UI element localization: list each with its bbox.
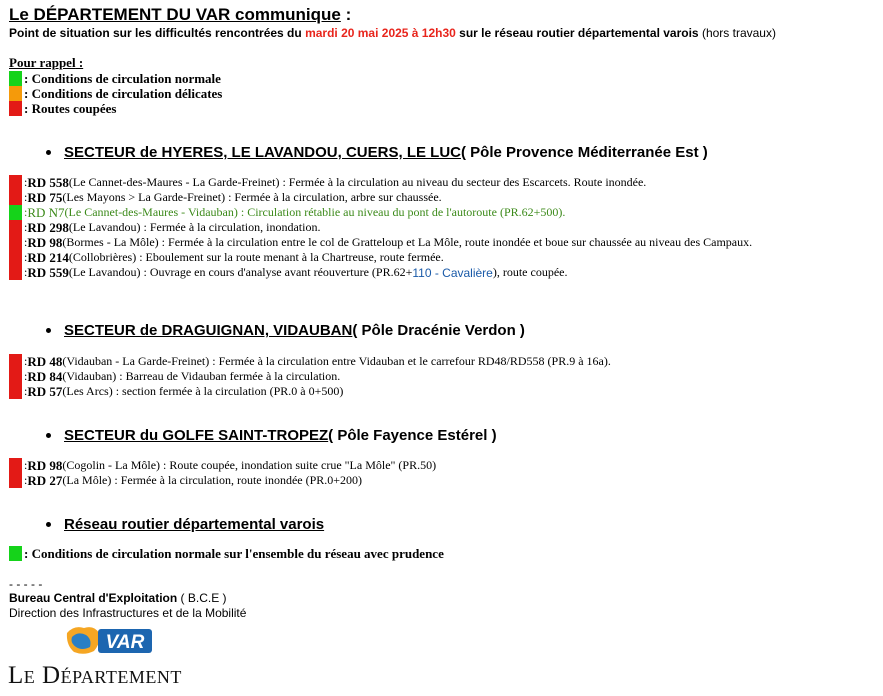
bullet-icon [46, 522, 51, 527]
road-id: RD 98 [27, 457, 63, 473]
road-row [9, 546, 444, 561]
road-prefix: : [24, 220, 28, 234]
road-row [9, 220, 320, 235]
road-id: RD 27 [27, 472, 63, 488]
red-square-icon [9, 190, 22, 205]
road-id: RD N7 [27, 204, 65, 220]
road-id: RD 558 [27, 174, 69, 190]
road-prefix: : [24, 384, 28, 398]
var-logo-text: VAR [105, 632, 145, 653]
red-square-icon [9, 473, 22, 488]
road-id: RD 214 [27, 249, 69, 265]
road-row [9, 205, 565, 220]
road-text: (Le Cannet-des-Maures - La Garde-Freinet) : Fermée à la circulation au niveau du secteur des Escarcets. Route inondée. [68, 175, 647, 189]
road-text: (Vidauban - La Garde-Freinet) : Fermée à la circulation entre Vidauban et le carrefour RD48/RD558 (PR.9 à 16a). [62, 354, 611, 368]
road-id: RD 84 [27, 368, 63, 384]
sector-pole: ( Pôle Fayence Estérel ) [328, 427, 497, 444]
road-text: (La Môle) : Fermée à la circulation, route inondée (PR.0+200) [62, 473, 363, 487]
sector-name: SECTEUR de DRAGUIGNAN, VIDAUBAN [64, 322, 353, 339]
legend-item-label: : Conditions de circulation normale [24, 70, 221, 86]
sector-name: SECTEUR de HYERES, LE LAVANDOU, CUERS, LE LUC [64, 144, 461, 161]
road-prefix: : [24, 354, 28, 368]
red-square-icon [9, 265, 22, 280]
red-square-icon [9, 250, 22, 265]
red-square-icon [9, 354, 22, 369]
road-text: (Bormes - La Môle) : Fermée à la circulation entre le col de Gratteloup et La Môle, route inondée et boue sur chaussée au niveau des Campaux. [62, 235, 753, 249]
legend-item [9, 71, 221, 86]
road-row [9, 250, 444, 265]
bullet-icon [46, 328, 51, 333]
road-prefix: : [24, 473, 28, 487]
road-row [9, 265, 567, 280]
red-square-icon [9, 101, 22, 116]
department-logo-icon [8, 655, 213, 689]
bce-name: Bureau Central d'Exploitation [9, 591, 178, 605]
sector-heading [46, 144, 708, 161]
road-text: (Le Lavandou) : Fermée à la circulation, inondation. [68, 220, 321, 234]
sector-name: SECTEUR du GOLFE SAINT-TROPEZ [64, 427, 329, 444]
orange-square-icon [9, 86, 22, 101]
road-text: (Le Lavandou) : Ouvrage en cours d'analyse avant réouverture (PR.62+ [68, 265, 413, 279]
legend-item-label: : Routes coupées [24, 100, 117, 116]
road-text: (Les Mayons > La Garde-Freinet) : Fermée à la circulation, arbre sur chaussée. [62, 190, 442, 204]
red-square-icon [9, 235, 22, 250]
road-text: (Collobrières) : Eboulement sur la route menant à la Chartreuse, route fermée. [68, 250, 444, 264]
road-id: RD 559 [27, 264, 69, 280]
legend-item-label: : Conditions de circulation délicates [24, 85, 223, 101]
legend-title-colon: : [75, 55, 84, 70]
road-id: RD 75 [27, 189, 63, 205]
sector-heading [46, 322, 525, 339]
road-text-after: ), route coupée. [492, 265, 568, 279]
sector-heading [46, 427, 497, 444]
road-row [9, 235, 752, 250]
subtitle-date: mardi 20 mai 2025 à 12h30 [305, 26, 456, 40]
footer-separator: - - - - - [9, 577, 43, 591]
footer-direction: Direction des Infrastructures et de la Mobilité [9, 606, 247, 620]
road-row [9, 354, 611, 369]
sector-pole: ( Pôle Dracénie Verdon ) [352, 322, 525, 339]
road-prefix: : [24, 205, 28, 219]
road-row [9, 190, 442, 205]
road-text: (Le Cannet-des-Maures - Vidauban) : Circulation rétablie au niveau du pont de l'autoroute (PR.62+500). [64, 205, 566, 219]
road-prefix: : [24, 190, 28, 204]
road-id: RD 48 [27, 353, 63, 369]
legend-title [9, 55, 83, 71]
subtitle-note: (hors travaux) [698, 26, 776, 40]
department-logo-text: Le Département [8, 662, 182, 689]
subtitle-pre: Point de situation sur les difficultés rencontrées du [9, 26, 306, 40]
var-logo-icon [64, 623, 153, 657]
road-row [9, 384, 343, 399]
page-subtitle [9, 26, 776, 40]
road-prefix: : [24, 369, 28, 383]
red-square-icon [9, 175, 22, 190]
road-row [9, 175, 646, 190]
road-text: (Vidauban) : Barreau de Vidauban fermée à la circulation. [62, 369, 341, 383]
road-id: RD 57 [27, 383, 63, 399]
network-status-text: : Conditions de circulation normale sur l'ensemble du réseau avec prudence [24, 545, 444, 561]
road-link-text: 110 - Cavalière [412, 265, 493, 280]
department-logo [8, 655, 213, 696]
page-title-colon: : [340, 5, 352, 24]
red-square-icon [9, 458, 22, 473]
red-square-icon [9, 369, 22, 384]
road-prefix: : [24, 250, 28, 264]
bullet-icon [46, 433, 51, 438]
page-title-text: Le DÉPARTEMENT DU VAR communique [9, 5, 341, 24]
red-square-icon [9, 220, 22, 235]
road-id: RD 98 [27, 234, 63, 250]
road-prefix: : [24, 175, 28, 189]
road-prefix: : [24, 235, 28, 249]
green-square-icon [9, 205, 22, 220]
green-square-icon [9, 546, 22, 561]
legend-title-text: Pour rappel [9, 55, 76, 70]
road-prefix: : [24, 265, 28, 279]
var-logo [64, 623, 153, 657]
sector-pole: ( Pôle Provence Méditerranée Est ) [460, 144, 708, 161]
red-square-icon [9, 384, 22, 399]
footer-bce [9, 591, 227, 605]
sector-heading [46, 516, 324, 533]
legend-item [9, 101, 116, 116]
page-title [9, 5, 351, 25]
bullet-icon [46, 150, 51, 155]
subtitle-post: sur le réseau routier départemental varois [455, 26, 699, 40]
road-prefix: : [24, 458, 28, 472]
bce-abbr: ( B.C.E ) [177, 591, 227, 605]
legend-item [9, 86, 222, 101]
road-id: RD 298 [27, 219, 69, 235]
road-row [9, 369, 340, 384]
green-square-icon [9, 71, 22, 86]
road-row [9, 458, 436, 473]
road-text: (Cogolin - La Môle) : Route coupée, inondation suite crue "La Môle" (PR.50) [62, 458, 437, 472]
sector-name: Réseau routier départemental varois [64, 516, 325, 533]
road-row [9, 473, 362, 488]
road-text: (Les Arcs) : section fermée à la circulation (PR.0 à 0+500) [62, 384, 344, 398]
